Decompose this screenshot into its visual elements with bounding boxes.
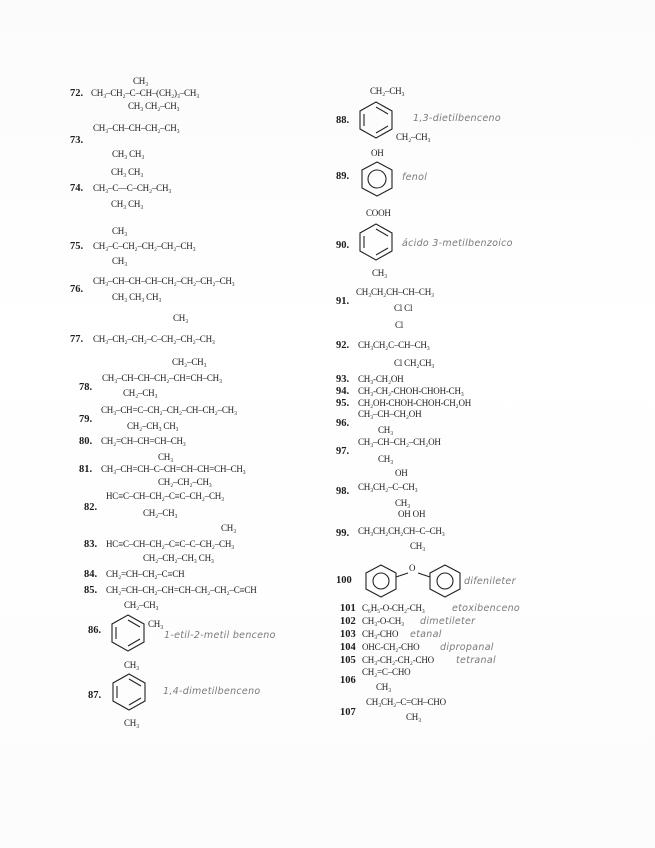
substituent-top: CH₂–CH₃	[124, 600, 159, 610]
main-chain: CH₂=CH–CH₂–CH=CH–CH₂–CH₂–C≡CH	[106, 585, 257, 595]
item-number: 105	[340, 655, 356, 666]
substituent-down: CH₂–CH₃	[172, 357, 207, 367]
handwritten-answer: etoxibenceno	[452, 603, 521, 614]
substituent-down: CH₃ CH₂–CH₃	[128, 101, 180, 111]
handwritten-answer: tetranal	[456, 655, 496, 666]
substituent-bottom: CH₂–CH₃	[396, 132, 431, 142]
substituent-bottom: CH₃	[372, 268, 388, 278]
benzene-ring-icon	[358, 100, 394, 140]
item-number: 75.	[70, 241, 84, 252]
item-number: 86.	[88, 625, 102, 636]
formula: CH₃-CHO	[362, 629, 399, 639]
main-chain: CH₃–CH–CH–CH₂–CH=CH–CH₃	[102, 373, 222, 383]
substituent-up: CH₃ CH₃	[111, 167, 144, 177]
substituent-down: CH₃ CH₃	[111, 199, 144, 209]
main-chain: CH₂=CH–CH₂–C≡CH	[106, 569, 185, 579]
item-number: 94.	[336, 386, 350, 397]
formula: CH₃-CH₂-CHOH-CHOH-CH₃	[358, 386, 464, 396]
item-number: 83.	[84, 539, 98, 550]
main-chain: CH₃–CH₂–CH₂–C–CH₂–CH₂–CH₃	[93, 334, 215, 344]
substituent-top: CH₂–CH₃	[370, 86, 405, 96]
substituent-up: CH₃	[173, 313, 189, 323]
main-chain: CH₃–CH₂–C–CH–(CH₂)₃–CH₃	[91, 88, 200, 98]
handwritten-answer: 1,4-dimetilbenceno	[163, 686, 261, 697]
item-number: 106	[340, 675, 356, 686]
substituent-down: CH₂–CH₂–CH₃	[158, 477, 212, 487]
main-chain: CH₃–CH=C–CH₂–CH₂–CH–CH₂–CH₃	[101, 405, 237, 415]
item-number: 96.	[336, 418, 350, 429]
substituent-down: Cl CH₂CH₃	[394, 358, 435, 368]
ether-oxygen: O	[409, 563, 416, 573]
item-number: 97.	[336, 446, 350, 457]
formula: CH₃-CH₂OH	[358, 374, 404, 384]
substituent-down: CH₂–CH₃ CH₃	[127, 421, 179, 431]
main-chain: CH₃CH₂–C=CH–CHO	[366, 697, 446, 707]
substituent-up: CH₃	[221, 523, 237, 533]
substituent-down: CH₃	[410, 541, 426, 551]
substituent-up: Cl	[395, 320, 404, 330]
substituent-top: CH₃	[124, 660, 140, 670]
benzene-ring-icon	[358, 222, 394, 262]
main-chain: CH₃–C–CH₂–CH₂–CH₂–CH₃	[93, 241, 196, 251]
benzene-ring-icon	[111, 672, 147, 712]
item-number: 87.	[88, 690, 102, 701]
item-number: 72.	[70, 88, 84, 99]
substituent-side: CH₃	[148, 619, 164, 629]
substituent-up: OH	[395, 468, 408, 478]
benzene-ring-icon	[110, 613, 146, 653]
item-number: 77.	[70, 334, 84, 345]
item-number: 81.	[79, 464, 93, 475]
handwritten-answer: 1-etil-2-metil benceno	[164, 630, 276, 641]
benzene-ring-icon	[360, 160, 394, 198]
substituent-up: CH₃	[112, 226, 128, 236]
item-number: 103	[340, 629, 356, 640]
substituent-bottom: CH₃	[124, 718, 140, 728]
main-chain: CH₃–C––C–CH₂–CH₃	[93, 183, 172, 193]
item-number: 82.	[84, 502, 98, 513]
substituent-top: COOH	[366, 208, 391, 218]
main-chain: HC≡C–CH–CH₂–C≡C–C–CH₂–CH₃	[106, 539, 235, 549]
substituent-up: CH₃	[158, 452, 174, 462]
main-chain: CH₃–CH=CH–C–CH=CH–CH=CH–CH₃	[101, 464, 246, 474]
item-number: 76.	[70, 284, 84, 295]
formula: OHC-CH₂-CHO	[362, 642, 420, 652]
item-number: 84.	[84, 569, 98, 580]
item-number: 78.	[79, 382, 93, 393]
item-number: 98.	[336, 486, 350, 497]
item-number: 90.	[336, 240, 350, 251]
substituent-down: CH₃	[376, 682, 392, 692]
handwritten-answer: dimetileter	[420, 616, 476, 627]
substituent-down: CH₃	[395, 498, 411, 508]
main-chain: CH₃CH₂CH₂CH–C–CH₃	[358, 526, 445, 536]
item-number: 104	[340, 642, 356, 653]
substituent-down: CH₃ CH₃ CH₃	[112, 292, 162, 302]
substituent-up: OH OH	[398, 509, 426, 519]
main-chain: CH₃CH₂–C–CH₃	[358, 482, 418, 492]
item-number: 79.	[79, 414, 93, 425]
main-chain: CH₃–CH–CH–CH₂–CH₃	[93, 123, 180, 133]
item-number: 92.	[336, 340, 350, 351]
substituent-top: OH	[371, 148, 384, 158]
item-number: 85.	[84, 585, 98, 596]
substituent-down: CH₃	[406, 712, 422, 722]
formula: CH₃-CH₂-CH₂-CHO	[362, 655, 434, 665]
substituent-down: CH₂–CH₃	[143, 508, 178, 518]
item-number: 88.	[336, 115, 350, 126]
item-number: 89.	[336, 171, 350, 182]
substituent-down: CH₃	[112, 256, 128, 266]
formula: C₆H₅-O-CH₂-CH₃	[362, 603, 425, 613]
main-chain: CH₃–CH–CH₂–CH₂OH	[358, 437, 441, 447]
item-number: 101	[340, 603, 356, 614]
main-chain: CH₂=CH–CH=CH–CH₃	[101, 436, 186, 446]
item-number: 91.	[336, 296, 350, 307]
substituent-down: CH₂–CH₂–CH₃ CH₃	[143, 553, 214, 563]
handwritten-answer: ácido 3-metilbenzoico	[402, 238, 513, 249]
handwritten-answer: difenileter	[464, 576, 516, 587]
substituent-down: CH₃	[378, 454, 394, 464]
main-chain: CH₂=C–CHO	[362, 667, 411, 677]
item-number: 102	[340, 616, 356, 627]
main-chain: CH₃–CH–CH₂OH	[358, 409, 422, 419]
item-number: 73.	[70, 135, 84, 146]
substituent-down: CH₂–CH₃	[123, 388, 158, 398]
substituent-up: CH₃	[133, 76, 149, 86]
item-number: 107	[340, 707, 356, 718]
item-number: 100	[336, 575, 352, 586]
main-chain: CH₃CH₂C–CH–CH₃	[358, 340, 430, 350]
main-chain: CH₃–CH–CH–CH–CH₂–CH₂–CH₂–CH₃	[93, 276, 235, 286]
handwritten-answer: dipropanal	[440, 642, 494, 653]
item-number: 99.	[336, 528, 350, 539]
substituent-down: CH₃ CH₃	[112, 149, 145, 159]
substituent-down: CH₃	[378, 425, 394, 435]
item-number: 95.	[336, 398, 350, 409]
main-chain: HC≡C–CH–CH₂–C≡C–CH₂–CH₃	[106, 491, 224, 501]
item-number: 74.	[70, 183, 84, 194]
item-number: 80.	[79, 436, 93, 447]
handwritten-answer: etanal	[410, 629, 442, 640]
formula: CH₃-O-CH₃	[362, 616, 404, 626]
item-number: 93.	[336, 374, 350, 385]
main-chain: CH₃CH₂CH–CH–CH₃	[356, 287, 434, 297]
formula: CH₂OH-CHOH-CHOH-CH₂OH	[358, 398, 472, 408]
handwritten-answer: fenol	[402, 172, 428, 183]
substituent-down: Cl Cl	[394, 303, 413, 313]
handwritten-answer: 1,3-dietilbenceno	[413, 113, 501, 124]
